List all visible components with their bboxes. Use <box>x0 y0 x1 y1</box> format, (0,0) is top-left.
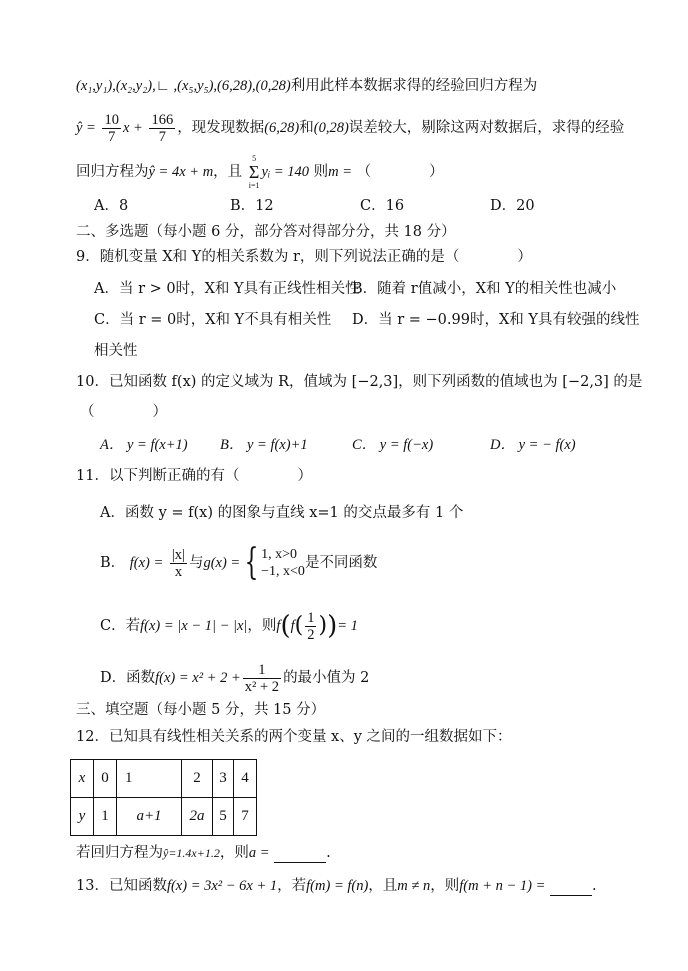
q8-line1 <box>76 76 537 96</box>
q13-answer-blank[interactable] <box>550 895 592 896</box>
q13-end: . <box>591 878 597 894</box>
q11-option-b-f: f(x) = <box>129 555 164 571</box>
q8-plus-x: x + <box>122 120 143 136</box>
q12-answer-blank[interactable] <box>274 862 326 863</box>
q10-option-d: D． y = − f(x) <box>490 437 576 453</box>
q9-option-d: D．当 r = −0.99时，X和 Y具有较强的线性 <box>352 312 640 328</box>
q12-a: a = <box>248 845 270 861</box>
q8-sample-points: (x₁,y₁),(x₂,y₂),∟ ,(x₅,y₅),(6,28),(0,28) <box>76 78 291 94</box>
q13-mid1: ，若 <box>277 878 307 894</box>
q8-m: m = <box>328 164 353 180</box>
table-cell: 0 <box>94 760 117 798</box>
q8-option-b: B．12 <box>230 198 274 214</box>
q8-line3 <box>76 154 444 190</box>
right-paren-icon: ) <box>318 613 328 638</box>
section-2-heading: 二、多选题（每小题 6 分，部分答对得部分分，共 18 分） <box>76 224 456 240</box>
table-row <box>71 798 257 836</box>
q11-option-d-f: f(x) = x² + 2 + <box>155 670 241 686</box>
q12-answer-mid: ，则 <box>219 845 249 861</box>
q10-stem: 10．已知函数 f(x) 的定义域为 R，值域为 [−2,3]，则下列函数的值域也为 [−2,3] 的是 <box>76 374 643 390</box>
q13-mid2: ，且 <box>368 878 398 894</box>
q11-option-b-label: B． <box>100 555 126 571</box>
q11-option-c <box>100 606 358 646</box>
q11-option-b-cases: 1, x>0 −1, x<0 <box>261 547 305 579</box>
q9-option-d-cont: 相关性 <box>94 343 138 359</box>
q9-stem: 9．随机变量 X和 Y的相关系数为 r，则下列说法正确的是（ ） <box>76 249 532 265</box>
q11-option-c-mid: ，则 <box>247 618 277 634</box>
q13-mid3: ，则 <box>430 878 460 894</box>
q12-answer-pre: 若回归方程为 <box>76 845 163 861</box>
q12-stem: 12．已知具有线性相关关系的两个变量 x、y 之间的一组数据如下： <box>76 729 512 745</box>
q8-line3-b: ，且 <box>213 164 243 180</box>
q10-answer-paren: （ ） <box>80 404 167 420</box>
q11-option-d-label: D．函数 <box>100 670 156 686</box>
q13-function: f(x) = 3x² − 6x + 1 <box>166 878 278 894</box>
table-cell: 4 <box>234 760 257 798</box>
q13-equal: f(m) = f(n) <box>306 878 369 894</box>
q8-line3-c: 则 <box>313 164 329 180</box>
q13-expr: f(m + n − 1) = <box>459 878 546 894</box>
q13-stem <box>76 876 597 896</box>
table-cell: 1 <box>94 798 117 836</box>
q8-option-a: A．8 <box>94 198 129 214</box>
table-cell: 5 <box>213 798 234 836</box>
q11-option-c-end: = 1 <box>337 618 358 634</box>
q9-option-a: A．当 r > 0时，X和 Y具有正线性相关性 <box>94 281 360 297</box>
q8-option-c: C．16 <box>360 198 405 214</box>
q9-option-b: B．随着 r值减小，X和 Y的相关性也减小 <box>352 281 617 297</box>
q11-option-c-outer-f: f <box>276 618 281 634</box>
q12-regression-eq: ŷ=1.4x+1.2 <box>163 846 220 860</box>
q11-option-d-fraction: $\frac{1}{\text{x² + 2}}$ <box>244 661 280 695</box>
q11-option-b-with: 与 <box>188 555 204 571</box>
left-paren-icon: ( <box>294 613 304 638</box>
q8-new-equation: ŷ = 4x + m <box>148 164 214 180</box>
q11-option-c-half: $\frac{1}{2}$ <box>307 609 315 643</box>
q9-option-c: C．当 r = 0时，X和 Y不具有相关性 <box>94 312 332 328</box>
q10-option-b: B． y = f(x)+1 <box>220 437 308 453</box>
table-cell: y <box>71 798 94 836</box>
q11-option-c-label: C．若 <box>100 618 141 634</box>
q13-neq: m ≠ n <box>397 878 431 894</box>
table-cell: 7 <box>234 798 257 836</box>
q10-option-a: A． y = f(x+1) <box>100 437 188 453</box>
q11-option-d <box>100 658 369 698</box>
q8-fraction-10-7: $\frac{10}{7}$ <box>104 111 119 145</box>
q11-option-a: A．函数 y = f(x) 的图象与直线 x=1 的交点最多有 1 个 <box>100 505 464 521</box>
q11-option-b-fraction: $\frac{|x|}{x}$ <box>171 546 185 580</box>
right-big-paren-icon: ) <box>327 611 338 641</box>
q12-answer-line <box>76 843 331 863</box>
table-cell: 2 <box>182 760 213 798</box>
q8-line1-text: 利用此样本数据求得的经验回归方程为 <box>290 78 538 94</box>
q8-line2-text: ，现发现数据 <box>177 120 265 136</box>
q10-option-c: C． y = f(−x) <box>352 437 434 453</box>
q11-option-b <box>100 540 377 586</box>
q11-option-b-post: 是不同函数 <box>304 555 378 571</box>
left-big-paren-icon: ( <box>280 611 291 641</box>
q8-sum-term: yᵢ = 140 <box>261 164 310 180</box>
table-cell: a+1 <box>117 798 182 836</box>
q12-data-table <box>70 759 257 836</box>
left-brace-icon: { <box>244 542 259 583</box>
q8-line2-rest: 误差较大，剔除这两对数据后，求得的经验 <box>348 120 625 136</box>
table-cell: x <box>71 760 94 798</box>
q8-he: 和 <box>299 120 314 136</box>
q11-option-b-g: g(x) = <box>203 555 241 571</box>
section-3-heading: 三、填空题（每小题 5 分，共 15 分） <box>76 702 326 718</box>
q8-summation: 5 Σ i=1 <box>248 154 260 190</box>
q8-option-d: D．20 <box>490 198 535 214</box>
q8-line2 <box>76 110 624 146</box>
q13-stem-pre: 13．已知函数 <box>76 878 167 894</box>
q11-stem: 11．以下判断正确的有（ ） <box>76 468 312 484</box>
q12-answer-end: . <box>326 845 331 861</box>
q8-fraction-166-7: $\frac{166}{7}$ <box>151 111 174 145</box>
table-row <box>71 760 257 798</box>
q8-answer-paren: （ ） <box>356 164 444 180</box>
q8-line3-a: 回归方程为 <box>76 164 149 180</box>
table-cell: 2a <box>182 798 213 836</box>
q8-point-a: (6,28) <box>264 120 300 136</box>
q11-option-c-f: f(x) = |x − 1| − |x| <box>140 618 248 634</box>
table-cell: 1 <box>117 760 182 798</box>
q8-point-b: (0,28) <box>313 120 349 136</box>
q11-option-d-post: 的最小值为 2 <box>283 670 370 686</box>
q8-yhat: ŷ = <box>76 120 96 136</box>
q11-option-c-inner-f: f <box>290 618 295 634</box>
table-cell: 3 <box>213 760 234 798</box>
